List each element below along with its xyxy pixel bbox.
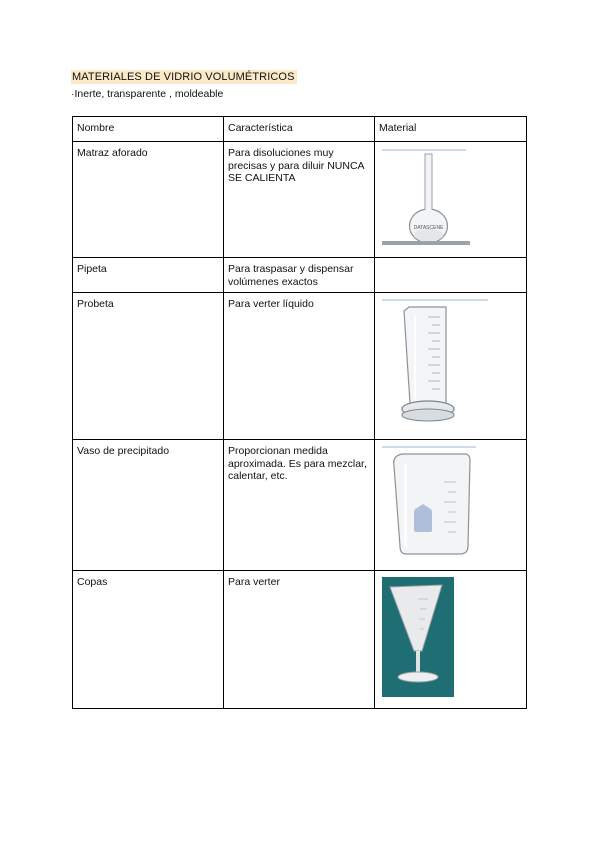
row-material-image <box>375 142 527 258</box>
table-header-row <box>73 117 527 142</box>
table-row <box>73 258 527 293</box>
table-row <box>73 142 527 258</box>
beaker-image <box>378 442 498 566</box>
header-name: Nombre <box>73 117 224 142</box>
row-name: Matraz aforado <box>73 142 224 258</box>
table-row <box>73 293 527 440</box>
row-characteristic: Para verter <box>224 571 375 709</box>
conical-glass-image <box>378 573 458 699</box>
row-name: Probeta <box>73 293 224 440</box>
header-characteristic: Característica <box>224 117 375 142</box>
table-row <box>73 440 527 571</box>
flask-label: DATASCENE <box>413 225 444 231</box>
row-characteristic: Para verter líquido <box>224 293 375 440</box>
row-characteristic: Para traspasar y dispensar volúmenes exactos <box>224 258 375 293</box>
page-subtitle: ·Inerte, transparente , moldeable <box>71 88 224 100</box>
row-material-image-empty <box>375 258 527 293</box>
row-name: Vaso de precipitado <box>73 440 224 571</box>
table-row <box>73 571 527 709</box>
row-material-image <box>375 293 527 440</box>
row-material-image <box>375 571 527 709</box>
page-title: MATERIALES DE VIDRIO VOLUMÉTRICOS <box>72 71 295 83</box>
materials-table <box>72 116 527 709</box>
row-name: Pipeta <box>73 258 224 293</box>
row-material-image <box>375 440 527 571</box>
volumetric-flask-image <box>378 144 478 250</box>
graduated-cylinder-image <box>378 295 498 435</box>
header-material: Material <box>375 117 527 142</box>
row-name: Copas <box>73 571 224 709</box>
row-characteristic: Para disoluciones muy precisas y para diluir NUNCA SE CALIENTA <box>224 142 375 258</box>
row-characteristic: Proporcionan medida aproximada. Es para mezclar, calentar, etc. <box>224 440 375 571</box>
